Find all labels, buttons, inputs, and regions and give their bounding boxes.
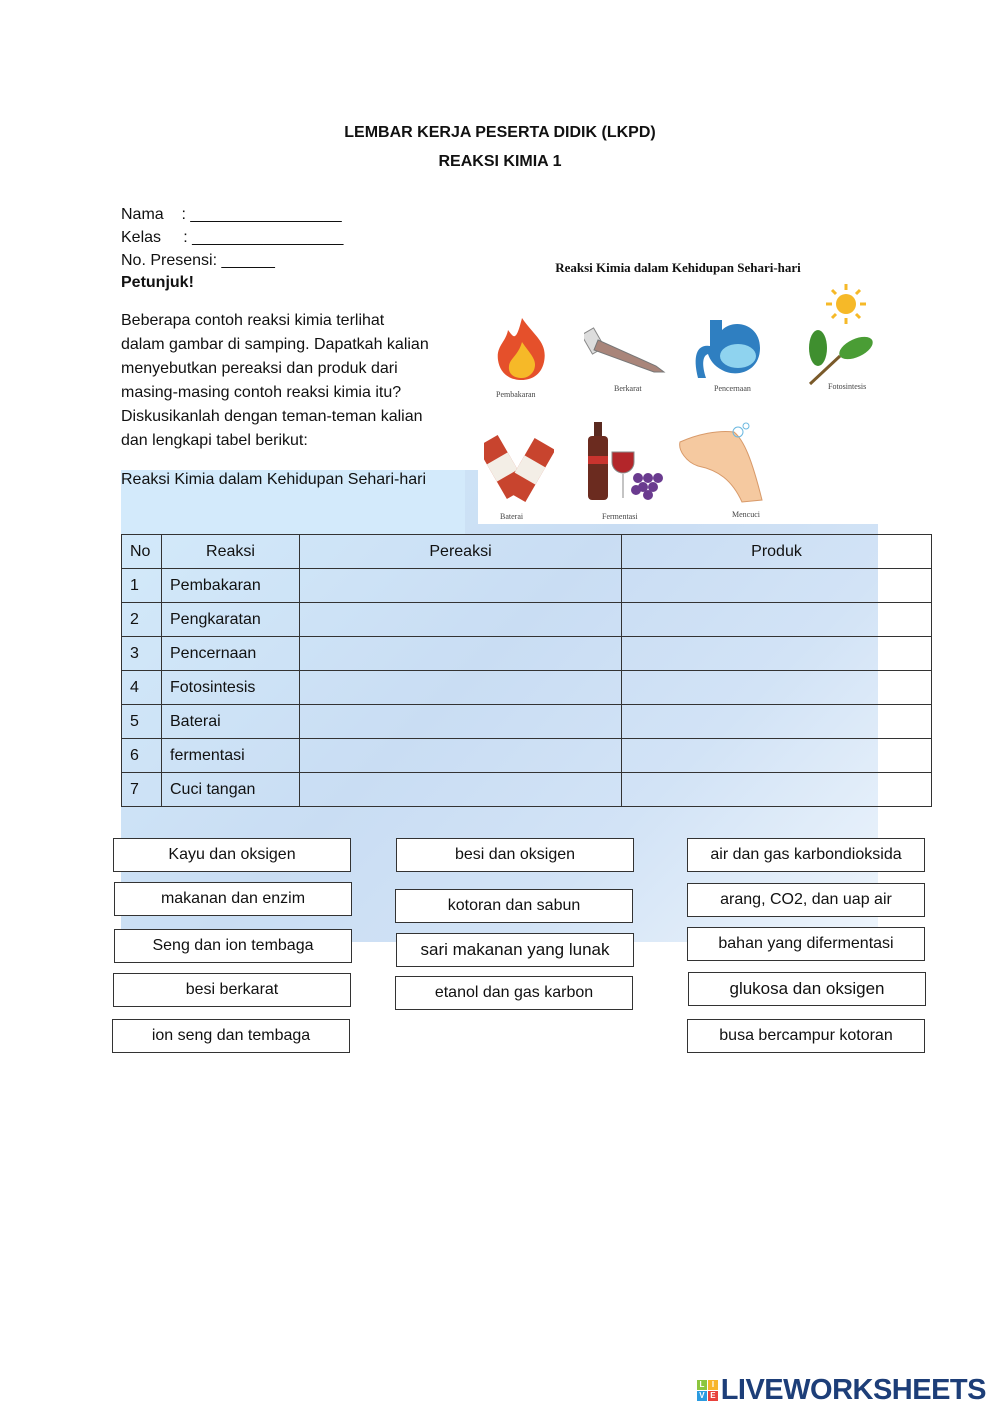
caption-baterai: Baterai (500, 512, 524, 521)
name-field: Nama : _________________ (121, 206, 342, 223)
answer-option[interactable]: Kayu dan oksigen (113, 838, 351, 872)
drop-zone-produk[interactable] (622, 603, 932, 637)
drop-zone-pereaksi[interactable] (300, 773, 622, 807)
table-row (122, 637, 932, 671)
drop-zone-pereaksi[interactable] (300, 671, 622, 705)
instruction-line: dalam gambar di samping. Dapatkah kalian (121, 336, 429, 353)
table-header-row (122, 535, 932, 569)
worksheet-subtitle: REAKSI KIMIA 1 (438, 153, 562, 170)
fire-icon (494, 316, 550, 382)
liveworksheets-logo (697, 1374, 986, 1407)
stomach-icon (688, 314, 764, 380)
answer-option[interactable]: bahan yang difermentasi (687, 927, 925, 961)
drop-zone-produk[interactable] (622, 671, 932, 705)
drop-zone-pereaksi[interactable] (300, 739, 622, 773)
worksheet-title: LEMBAR KERJA PESERTA DIDIK (LKPD) (344, 124, 656, 141)
row-reaction: Baterai (162, 705, 300, 739)
row-reaction: Fotosintesis (162, 671, 300, 705)
table-row (122, 603, 932, 637)
row-number: 7 (122, 773, 162, 807)
answer-option[interactable]: besi dan oksigen (396, 838, 634, 872)
header-pereaksi: Pereaksi (300, 535, 622, 569)
row-reaction: fermentasi (162, 739, 300, 773)
logo-text: LIVEWORKSHEETS (720, 1374, 986, 1406)
drop-zone-produk[interactable] (622, 739, 932, 773)
battery-icon (484, 430, 554, 504)
badge-letter: L (697, 1380, 707, 1390)
instruction-line: menyebutkan pereaksi dan produk dari (121, 360, 398, 377)
drop-zone-produk[interactable] (622, 569, 932, 603)
row-number: 5 (122, 705, 162, 739)
photosynthesis-icon (806, 284, 878, 388)
answer-option[interactable]: Seng dan ion tembaga (114, 929, 352, 963)
instructions-text (121, 309, 429, 453)
figure-caption: Reaksi Kimia dalam Kehidupan Sehari-hari (121, 471, 427, 488)
wine-grapes-icon (586, 422, 668, 502)
row-number: 4 (122, 671, 162, 705)
live-badge-icon (697, 1380, 718, 1401)
drop-zone-pereaksi[interactable] (300, 603, 622, 637)
answer-option[interactable]: glukosa dan oksigen (688, 972, 926, 1006)
class-field: Kelas : _________________ (121, 229, 344, 246)
drop-zone-pereaksi[interactable] (300, 705, 622, 739)
handwashing-icon (678, 420, 768, 504)
row-reaction: Pembakaran (162, 569, 300, 603)
instruction-line: Diskusikanlah dengan teman-teman kalian (121, 408, 423, 425)
instruction-line: dan lengkapi tabel berikut: (121, 432, 308, 449)
table-row (122, 739, 932, 773)
answer-option[interactable]: kotoran dan sabun (395, 889, 633, 923)
header-produk: Produk (622, 535, 932, 569)
table-row (122, 671, 932, 705)
rusty-nail-icon (584, 324, 668, 376)
row-number: 6 (122, 739, 162, 773)
answer-option[interactable]: arang, CO2, dan uap air (687, 883, 925, 917)
drop-zone-pereaksi[interactable] (300, 637, 622, 671)
header-reaksi: Reaksi (162, 535, 300, 569)
answer-option[interactable]: besi berkarat (113, 973, 351, 1007)
attendance-field: No. Presensi: ______ (121, 252, 275, 269)
header-no: No (122, 535, 162, 569)
answer-option[interactable]: sari makanan yang lunak (396, 933, 634, 967)
answer-option[interactable]: etanol dan gas karbon (395, 976, 633, 1010)
caption-pembakaran: Pembakaran (496, 390, 536, 399)
row-number: 1 (122, 569, 162, 603)
answer-option[interactable]: ion seng dan tembaga (112, 1019, 350, 1053)
instruction-line: Beberapa contoh reaksi kimia terlihat (121, 312, 385, 329)
drop-zone-produk[interactable] (622, 773, 932, 807)
drop-zone-produk[interactable] (622, 705, 932, 739)
table-row (122, 773, 932, 807)
drop-zone-produk[interactable] (622, 637, 932, 671)
reactions-illustration (478, 252, 888, 524)
row-reaction: Cuci tangan (162, 773, 300, 807)
table-row (122, 569, 932, 603)
caption-fotosintesis: Fotosintesis (828, 382, 867, 391)
row-reaction: Pengkaratan (162, 603, 300, 637)
drop-zone-pereaksi[interactable] (300, 569, 622, 603)
answer-option[interactable]: air dan gas karbondioksida (687, 838, 925, 872)
illustration-title: Reaksi Kimia dalam Kehidupan Sehari-hari (555, 260, 801, 275)
badge-letter: E (708, 1391, 718, 1401)
caption-pencernaan: Pencernaan (714, 384, 751, 393)
row-reaction: Pencernaan (162, 637, 300, 671)
answer-option[interactable]: busa bercampur kotoran (687, 1019, 925, 1053)
caption-mencuci: Mencuci (732, 510, 760, 519)
instruction-line: masing-masing contoh reaksi kimia itu? (121, 384, 402, 401)
table-row (122, 705, 932, 739)
row-number: 2 (122, 603, 162, 637)
caption-berkarat: Berkarat (614, 384, 642, 393)
badge-letter: I (708, 1380, 718, 1390)
instructions-heading: Petunjuk! (121, 274, 194, 291)
reactions-table (121, 534, 932, 807)
badge-letter: V (697, 1391, 707, 1401)
caption-fermentasi: Fermentasi (602, 512, 638, 521)
answer-option[interactable]: makanan dan enzim (114, 882, 352, 916)
row-number: 3 (122, 637, 162, 671)
